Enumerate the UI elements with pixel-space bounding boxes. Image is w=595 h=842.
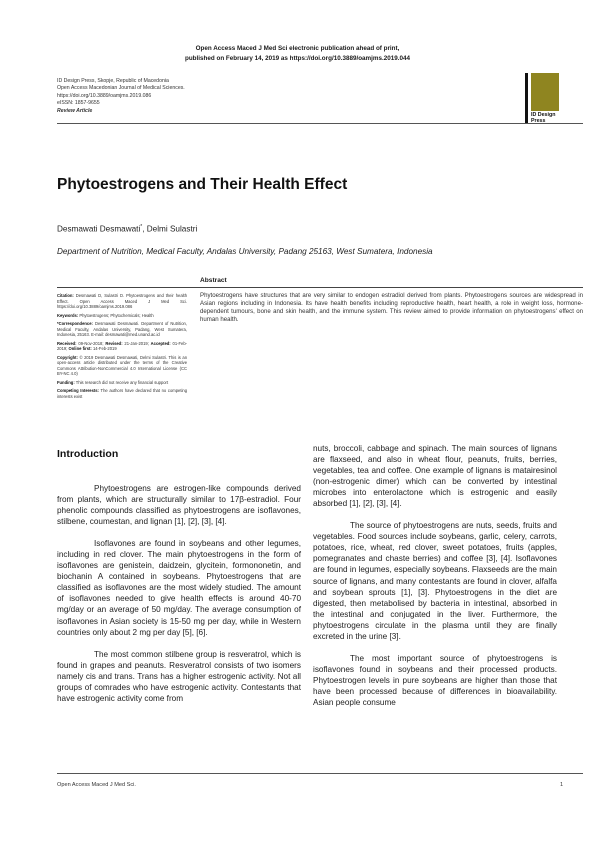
competing-interests — [57, 388, 187, 399]
header-divider — [57, 123, 583, 124]
abstract-heading: Abstract — [200, 277, 227, 284]
received-label: Received: — [57, 340, 77, 346]
paragraph: Phytoestrogens are estrogen-like compounds derived from plants, which are structurally similar to 17β-estradiol. Four phenolic compounds classified as phytoestrogens are isoflavones, stilbene, coumestan, and lignan [1], [2], [3], [4]. — [57, 484, 301, 527]
publication-notice — [0, 44, 595, 63]
section-heading: Introduction — [57, 448, 119, 460]
citation — [57, 293, 187, 310]
received-date: 09-Nov-2018; — [78, 340, 104, 346]
keywords-label: Keywords: — [57, 312, 79, 318]
logo-block — [531, 73, 559, 111]
accepted-label: Accepted: — [150, 340, 171, 346]
publisher-line: ID Design Press, Skopje, Republic of Macedonia — [57, 78, 169, 84]
online-label: Online first: — [68, 346, 92, 351]
citation-label: Citation: — [57, 293, 74, 298]
competing-label: Competing Interests: — [57, 388, 99, 393]
article-title: Phytoestrogens and Their Health Effect — [57, 176, 348, 193]
publisher-info — [57, 78, 185, 115]
author-name-rest: , Delmi Sulastri — [142, 224, 198, 234]
paragraph: The source of phytoestrogens are nuts, seeds, fruits and vegetables. Food sources include soybeans, garlic, celery, carrots, potatoes, rice, wheat, red clover, sweet potatoes, fruits (apples, pomegranates and chaste berries) and coffee [3], [4]. Isoflavones are found in legumes, especially soybeans. Flaxseeds are the main source of lignans, and many contestants are found in clover, alfalfa and soybean sprouts [1], [3]. Phytoestrogens in the diet are digested, then metabolised by bacteria in intestinal, absorbed in the intestinal and conjugated in the liver. Furthermore, the phytoestrogens circulate in the plasma until they are finally excreted in the urine [3]. — [313, 521, 557, 641]
abstract-divider — [57, 287, 583, 288]
citation-text: Desmawati D, Sulastri D. Phytoestrogens and their health Effect. Open Access Maced J Med Sci. https://doi.org/10.3889/oamjms.2019.086 — [57, 293, 187, 309]
publication-notice-line1: Open Access Maced J Med Sci electronic publication ahead of print, — [195, 45, 400, 52]
article-metadata — [57, 293, 187, 402]
dates — [57, 341, 187, 352]
copyright — [57, 355, 187, 377]
paragraph: nuts, broccoli, cabbage and spinach. The main sources of lignans are flaxseed, and also in wheat flour, peanuts, fruits, berries, vegetables, tea and coffee. One example of lignans is matairesinol (non-estrogenic dimer) which can be converted by intestinal microbes into enterolactone which is estrogenic and easily absorbed [1], [2], [3], [4]. — [313, 444, 557, 509]
article-type: Review Article — [57, 107, 93, 114]
eissn-line: eISSN: 1857-9655 — [57, 100, 100, 107]
page-number: 1 — [560, 782, 564, 788]
author-name: Desmawati Desmawati — [57, 224, 141, 234]
logo-text-line2: Press — [531, 117, 546, 124]
logo-text-line1: ID Design — [531, 112, 556, 118]
paragraph: The most common stilbene group is resveratrol, which is found in grapes and peanuts. Resveratrol consists of two isomers namely cis and trans. Trans has a higher estrogenic activity. Not all groups of comrades who have estrogenic activity. Contestants that have estrogenic activity come from — [57, 649, 301, 703]
paragraph: Isoflavones are found in soybeans and other legumes, including in red clover. The main phytoestrogens in the form of isoflavones are genistein, daidzein, glycitein, formononetin, and biochanin A contained in soybeans. Phytoestrogens that are classified as isoflavones are the most widely studied. The amount of isoflavones needed to give health effects is around 40-70 mg/day or an average of 50 mg/day. The average consumption of isoflavones in Asian society is 15-50 mg per day, while in Western countries only about 2 mg per day [5], [6]. — [57, 539, 301, 637]
footer-journal: Open Access Maced J Med Sci. — [57, 782, 136, 788]
body-column-left — [57, 483, 301, 715]
corresponding-mark: * — [140, 224, 143, 230]
keywords — [57, 313, 187, 319]
funding-label: Funding: — [57, 379, 75, 385]
paragraph: The most important source of phytoestrogens is isoflavones found in soybeans and their processed products. Phytoestrogen levels in pure soybeans are higher than those that have been processed because of differences in bioavailability. Asian people consume — [313, 653, 557, 707]
journal-line: Open Access Macedonian Journal of Medical Sciences. — [57, 85, 185, 92]
doi-line: https://doi.org/10.3889/oamjms.2019.086 — [57, 92, 152, 99]
correspondence — [57, 321, 187, 338]
revised-label: Revised: — [105, 340, 123, 346]
author-list — [57, 224, 197, 234]
publisher-logo — [525, 73, 559, 123]
footer-divider — [57, 773, 583, 774]
accepted-date: 01-Feb-2019; — [57, 340, 188, 351]
correspondence-text: Desmawati Desmawati. Department of Nutrition, Medical Faculty, Andalas University, Padang, West Sumatera, Indonesia, 25163. E-mail: desmawati@med.unand.ac.id — [57, 321, 187, 337]
revised-date: 21-Jan-2019; — [124, 340, 149, 346]
logo-bar — [525, 73, 528, 123]
correspondence-label: *Correspondence: — [57, 321, 93, 326]
funding — [57, 380, 187, 386]
body-column-right — [313, 443, 557, 719]
abstract-text: Phytoestrogens have structures that are very similar to endogen estradiol derived from plants. Phytoestrogens sources are widespread in Asian regions including in Indonesia. Its have health benefits including reproductive health, heart health, a role in weight loss, hormone-dependent tumours, bone and skin health, and the immune system. This review aimed to provide information on phytoestrogens' effect on human health. — [200, 292, 583, 324]
publication-notice-line2: published on February 14, 2019 as https://doi.org/10.3889/oamjms.2019.044 — [184, 54, 411, 62]
affiliation: Department of Nutrition, Medical Faculty, Andalas University, Padang 25163, West Sumatera, Indonesia — [57, 247, 433, 256]
funding-text: This research did not receive any financial support — [75, 379, 169, 385]
copyright-label: Copyright: — [57, 354, 78, 360]
competing-text: The authors have declared that no competing interests exist — [57, 388, 188, 399]
copyright-text: © 2019 Desmawati Desmawati, Delmi Sulastri. This is an open-access article distributed under the terms of the Creative Commons Attribution-NonCommercial 4.0 International License (CC BY-NC 4.0) — [57, 354, 187, 376]
online-date: 14-Feb-2019 — [92, 346, 117, 351]
keywords-text: Phytoestrogens; Phytochemicals; Health — [79, 312, 154, 318]
